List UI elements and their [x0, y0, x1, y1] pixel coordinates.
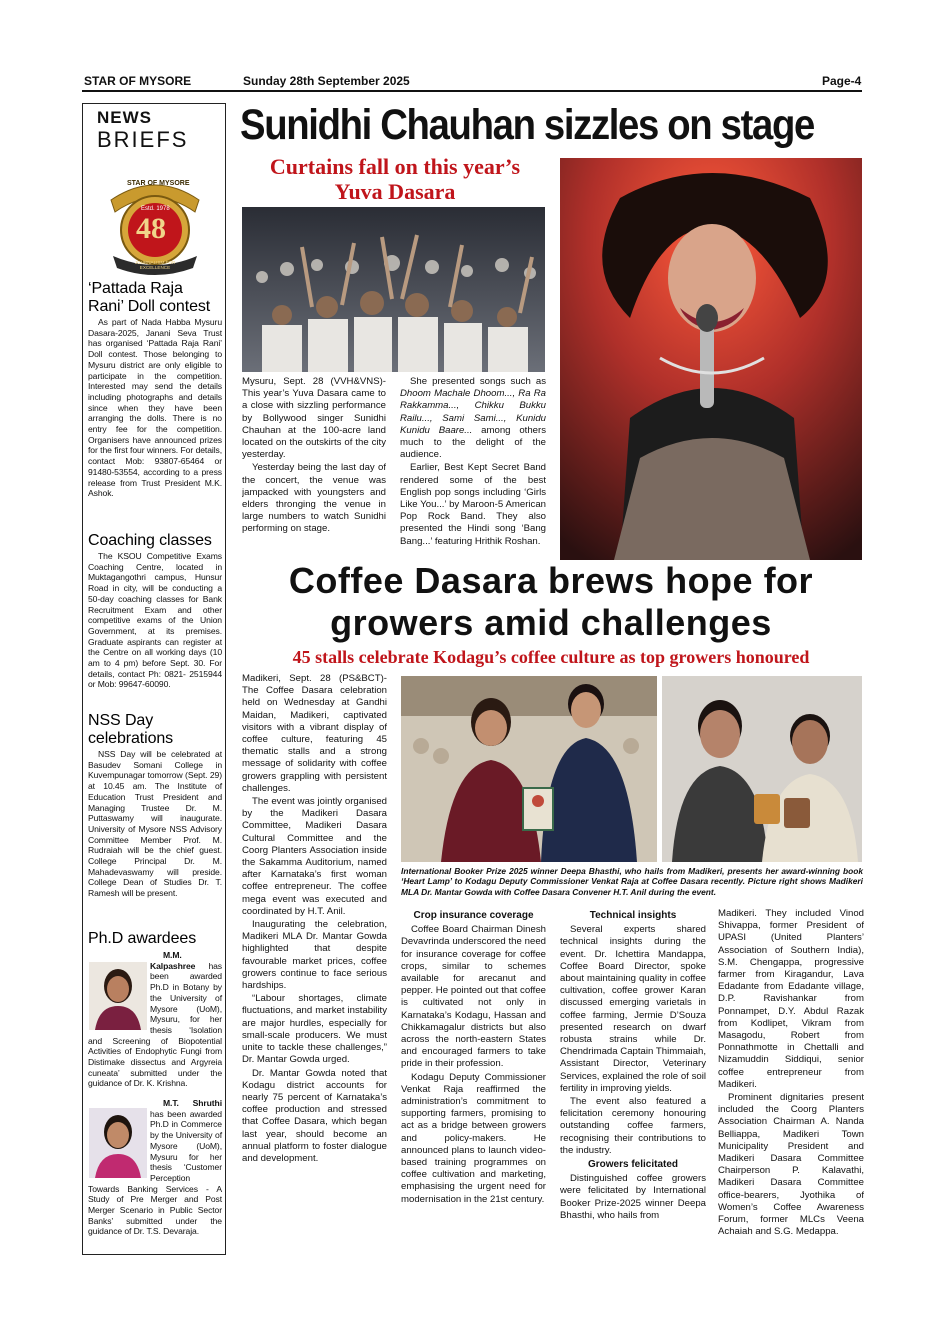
story2-column-4 — [718, 908, 864, 1261]
story2-column-1 — [242, 673, 387, 1261]
story2-col1-p4: “Labour shortages, climate fluctuations, and market instability are major hurdles, especially for small-scale producers. We must unite to tackle these challenges,” Dr. Mantar Gowda urged. — [242, 993, 387, 1066]
story2-subheading-crop-insurance: Crop insurance coverage — [413, 910, 534, 921]
phd1-name: M.M. Kalpashree — [150, 950, 196, 971]
phd2-description: has been awarded Ph.D in Commerce by the University of Mysore (UoM), Mysuru for her thesis ‘Customer Perception Towards Banking Services - A Study of Pre Merger and Post Merger Scenario in Public Sector Banks’ submitted under the guidance of Dr. T.S. Devaraja. — [88, 1108, 222, 1237]
story2-col3-p3: Distinguished coffee growers were felicitated by International Booker Prize-2025 winner Deepa Bhasthi, who hails from — [560, 1173, 706, 1221]
logo-number: 48 — [136, 212, 166, 245]
story2-col3-p2: The event also featured a felicitation ceremony honouring outstanding coffee farmers, recognising their contributions to the industry. — [560, 1096, 706, 1156]
story2-col2-p2: Kodagu Deputy Commissioner Venkat Raja reaffirmed the administration’s commitment to supporting farmers, promising to act as a bridge between growers and policy-makers. He announced plans to launch video-based training programmes on coffee cultivation and marketing, emphasising the urgent need for modernisation in the 21st century. — [401, 1071, 546, 1205]
phd2-name: M.T. Shruthi — [163, 1098, 222, 1108]
phd2-text — [88, 1098, 222, 1237]
brief-doll-contest-body: As part of Nada Habba Mysuru Dasara-2025, Janani Seva Trust has organised ‘Pattada Raja Rani’ Doll contest. Those belonging to Mysuru district are only eligible to participate in the competition. Interested may send the details including photographs and details since when they have been arranging the dolls. There is no entry fee for the competition. Organisers have announced prizes for the first four winners. For details, contact Mob: 93807-65464 or 91480-53554, according to a press release from Trust President M.K. Ashok. — [88, 317, 222, 499]
header-rule — [82, 90, 862, 92]
story2-subheading-technical: Technical insights — [589, 910, 677, 921]
anniversary-logo — [103, 170, 207, 278]
brief-nss-day-body: NSS Day will be celebrated at Basudev Somani College in Kuvempunagar tomorrow (Sept. 29) at 10.45 am. The Institute of Education Trust President and Managing Trustee Dr. M. Puttaswamy will inaugurate. University of Mysore NSS Advisory Committee Member Prof. M. Rudraiah will be the chief guest. College Principal Dr. M. Mahadevaswamy will preside. College Dean of Studies Dr. T. Ramesh will be present. — [88, 749, 222, 899]
story2-headline — [236, 560, 866, 644]
story2-col4-p1: Madikeri. They included Vinod Shivappa, former President of UPASI (United Planters’ Association of Southern India), S.M. Chengappa, progressive farmer from Kiragandur, Lava Edadante from Edadante village, D.P. Ravishankar from Ponnampet, D.Y. Abdul Razak from Kodlipet, Vikram from Masagodu, Robert from Ponnathmotte in Chettalli and Nizamuddin Siddiqui, senior coffee entrepreneur from Madikeri. — [718, 908, 864, 1090]
story1-song-list: Dhoom Machale Dhoom..., Ra Ra Rakkamma..., Chikku Bukku Railu..., Sami Sami..., Kunidu Kunidu Baare... — [400, 388, 546, 436]
singer-photo — [560, 158, 862, 560]
story2-col4-p2: Prominent dignitaries present included the Coorg Planters Association Chairman A. Nanda Belliappa, Madikeri Town Municipality President and Madikeri Dasara Committee Chairperson P. Kalavathi, Madikeri Dasara Committee office-bearers, Jyothika of Women’s Coffee Awareness Forum, former MLCs Veena Achaiah and S.G. Medappa. — [718, 1092, 864, 1238]
story2-headline-line1: Coffee Dasara brews hope for — [288, 560, 814, 601]
brief-doll-contest — [88, 276, 222, 499]
story1-subhead-line1: Curtains fall on this year’s — [269, 154, 521, 179]
logo-est: Estd. 1978 — [141, 206, 170, 212]
story2-col1-p1: Madikeri, Sept. 28 (PS&BCT)- The Coffee Dasara celebration held on Wednesday at Gandhi Maidan, Madikeri, captivated visitors with a vibrant display of coffee culture, featuring 45 thematic stalls and a strong message of solidarity with coffee growers grappling with persistent challenges. — [242, 673, 387, 794]
story1-column-1 — [242, 376, 386, 559]
issue-date: Sunday 28th September 2025 — [243, 74, 410, 88]
news-briefs-title-top: NEWS — [97, 108, 152, 127]
phd1-description: has been awarded Ph.D in Botany by the University of Mysore (UoM), Mysuru, for her thesis ‘Isolation and Screening of Biopotential Activities of Endophytic Fungi from Distimake dissectus and Argyreia cuneata’ submitted under the guidance of Dr. K. Krishna. — [88, 960, 222, 1089]
phd1-text — [88, 950, 222, 1089]
brief-phd — [88, 926, 222, 949]
story2-subhead: 45 stalls celebrate Kodagu’s coffee culture as top growers honoured — [292, 647, 810, 667]
story1-col1-p1: Mysuru, Sept. 28 (VVH&VNS)- This year’s Yuva Dasara came to a close with sizzling performance by Bollywood singer Sunidhi Chauhan at the 100-acre land located on the outskirts of the city yesterday. — [242, 376, 386, 461]
brief-coaching-body: The KSOU Competitive Exams Coaching Centre, located in Muktagangothri campus, Hunsur Road in city, will be conducting a 50-day coaching classes for Bank Recruitment Exam and other competitive exams of the Union Government, at its premises. Graduate aspirants can register at the Centre on all working days (10 am to 4 pm) before Sept. 30. For details, contact Ph: 0821- 2515944 or Mob: 99647-60090. — [88, 551, 222, 690]
story1-col2-p1-a: She presented songs such as — [410, 376, 546, 387]
crowd-photo — [242, 207, 545, 372]
story1-col2-p1 — [400, 376, 546, 461]
story2-col3-p1: Several experts shared technical insights during the event. Dr. Ichettira Mandappa, Coffee Board Director, spoke about maintaining quality in coffee cultivation, coffee grower Karan discussed emerging varietals in coffee farming, Jermie D’Souza presented research on dwarf robusta strains while Dr. Chendrimada Captain Thimmaiah, Assistant Director, Veterinary Services, explained the role of soil fertility in improving yields. — [560, 924, 706, 1094]
mla-coffee-photo — [662, 676, 862, 862]
brief-doll-contest-title: ‘Pattada Raja Rani’ Doll contest — [88, 280, 211, 315]
news-briefs-sidebar — [82, 103, 226, 1255]
logo-ribbon: JOURNALISM FOR EXCELLENCE — [134, 260, 176, 270]
brief-coaching — [88, 528, 222, 690]
story1-col2-p2: Earlier, Best Kept Secret Band rendered some of the best English pop songs including ‘Girls Like You...’ by Maroon-5 American Pop Rock Band. They also presented the Hindi song ‘Bang Bang...’ featuring Hrithik Roshan. — [400, 462, 546, 547]
book-presentation-photo — [401, 676, 657, 862]
story2-col1-p2: The event was jointly organised by the Madikeri Dasara Committee, Madikeri Dasara Cultural Committee and the Coorg Planters Association inside the Sakamma Auditorium, named after Karnataka’s first woman coffee entrepreneur. The coffee mega event was executed and coordinated by H.T. Anil. — [242, 796, 387, 917]
story1-col1-p2: Yesterday being the last day of the concert, the venue was jampacked with youngsters and elders thronging the venue in large numbers to watch Sunidhi performing on stage. — [242, 462, 386, 535]
story1-column-2 — [400, 376, 546, 559]
story1-headline: Sunidhi Chauhan sizzles on stage — [240, 101, 814, 149]
story2-column-3 — [560, 908, 706, 1261]
brief-nss-day-title: NSS Day celebrations — [88, 712, 174, 747]
logo-text-top: STAR OF MYSORE — [127, 180, 190, 187]
story2-col2-p1: Coffee Board Chairman Dinesh Devavrinda underscored the need for insurance coverage for coffee crops, similar to schemes available for arecanut and pepper. He pointed out that coffee is cultivated not only in Karnataka’s Kodagu, Hassan and Chikkamagalur districts but also across the north-eastern States and encouraged farmers to take pride in their profession. — [401, 924, 546, 1070]
story1-subhead — [242, 154, 548, 204]
paper-name: STAR OF MYSORE — [84, 74, 192, 88]
page-number: Page-4 — [822, 74, 862, 88]
story2-col1-p5: Dr. Mantar Gowda noted that Kodagu district accounts for nearly 75 percent of Karnataka’s coffee production and stressed that Coffee Dasara, which began last year, should become an annual platform to foster dialogue and development. — [242, 1067, 387, 1164]
story1-col2-p1-b: among others much to the delight of the audience. — [400, 424, 546, 461]
story1-subhead-line2: Yuva Dasara — [334, 179, 456, 204]
news-briefs-title-bottom: BRIEFS — [97, 127, 189, 152]
brief-phd-title: Ph.D awardees — [88, 930, 197, 947]
story2-headline-line2: growers amid challenges — [330, 602, 772, 643]
brief-nss-day — [88, 708, 222, 899]
story2-subheading-felicitated: Growers felicitated — [587, 1159, 679, 1171]
brief-coaching-title: Coaching classes — [88, 532, 212, 549]
coffee-photo-caption: International Booker Prize 2025 winner Deepa Bhasthi, who hails from Madikeri, presents her award-winning book ‘Heart Lamp’ to Kodagu Deputy Commissioner Venkat Raja at Coffee Dasara recently. Picture right shows Madikeri MLA Dr. Mantar Gowda with Coffee Dasara Convener H.T. Anil during the event. — [401, 866, 863, 897]
news-briefs-title — [97, 108, 188, 152]
story2-column-2 — [401, 908, 546, 1261]
story2-col1-p3: Inaugurating the celebration, Madikeri MLA Dr. Mantar Gowda highlighted that despite favourable market prices, coffee growers continue to face serious hardships. — [242, 919, 387, 992]
